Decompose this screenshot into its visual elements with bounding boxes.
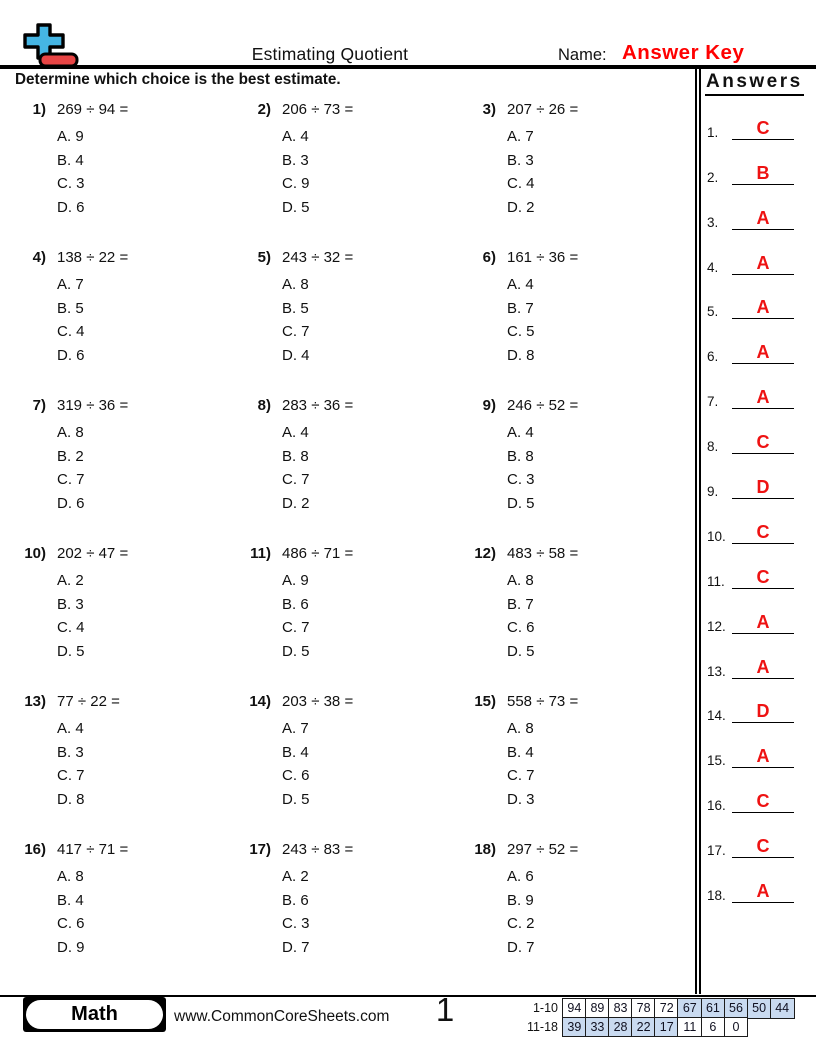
- choice-option: D. 5: [282, 791, 310, 809]
- choices-list: [507, 125, 691, 220]
- choice-option: C. 7: [57, 767, 85, 785]
- score-cell: 44: [770, 998, 795, 1019]
- choices-list: [282, 273, 466, 368]
- score-cell: 83: [608, 998, 633, 1019]
- problem-block: [16, 837, 241, 985]
- problem-block: [466, 245, 691, 393]
- answer-blank: [732, 522, 794, 544]
- problem-header: [241, 101, 466, 118]
- problem-equation: 297 ÷ 52 =: [507, 841, 579, 858]
- answer-item: [701, 596, 816, 641]
- page-number: 1: [435, 991, 455, 1028]
- answer-item: [701, 820, 816, 865]
- answer-letter: C: [756, 521, 770, 542]
- choice-option: B. 6: [282, 595, 309, 613]
- choices-list: [57, 273, 241, 368]
- answer-item: [701, 237, 816, 282]
- problem-header: [466, 249, 691, 266]
- choice-option: D. 7: [507, 939, 535, 957]
- problem-equation: 203 ÷ 38 =: [282, 693, 354, 710]
- choice-option: B. 7: [507, 595, 534, 613]
- answer-blank: [732, 387, 794, 409]
- problem-number: 17): [249, 841, 271, 858]
- problem-equation: 77 ÷ 22 =: [57, 693, 120, 710]
- choice-option: C. 7: [507, 767, 535, 785]
- score-cell: 33: [585, 1017, 610, 1038]
- answer-letter: A: [756, 342, 770, 363]
- problem-equation: 243 ÷ 83 =: [282, 841, 354, 858]
- choice-option: D. 9: [57, 939, 85, 957]
- problem-header: [16, 249, 241, 266]
- problem-equation: 417 ÷ 71 =: [57, 841, 129, 858]
- answer-item: [701, 730, 816, 775]
- choices-list: [57, 421, 241, 516]
- choice-option: C. 5: [507, 323, 535, 341]
- problem-header: [466, 397, 691, 414]
- score-cell: 56: [724, 998, 749, 1019]
- score-cell: 89: [585, 998, 610, 1019]
- choice-option: A. 8: [57, 424, 84, 441]
- choice-option: A. 7: [57, 276, 84, 293]
- problem-number: 9): [482, 397, 496, 414]
- answer-blank: [732, 163, 794, 185]
- problem-number: 6): [482, 249, 496, 266]
- score-row: [516, 1017, 795, 1038]
- choice-option: A. 4: [57, 720, 84, 737]
- problem-number: 14): [249, 693, 271, 710]
- choices-list: [282, 717, 466, 812]
- answer-number: 6.: [707, 349, 719, 365]
- problem-header: [16, 101, 241, 118]
- choice-option: C. 3: [507, 471, 535, 489]
- answer-number: 16.: [707, 798, 726, 814]
- answer-item: [701, 371, 816, 416]
- answer-number: 7.: [707, 394, 719, 410]
- problem-equation: 558 ÷ 73 =: [507, 693, 579, 710]
- choice-option: D. 7: [282, 939, 310, 957]
- choices-list: [57, 865, 241, 960]
- problem-equation: 486 ÷ 71 =: [282, 545, 354, 562]
- score-cell: 94: [562, 998, 587, 1019]
- answer-number: 3.: [707, 214, 719, 230]
- choice-option: C. 6: [282, 767, 310, 785]
- answer-blank: [732, 432, 794, 454]
- answer-number: 12.: [707, 618, 726, 634]
- answer-blank: [732, 208, 794, 230]
- problem-number: 1): [32, 101, 46, 118]
- problem-header: [241, 693, 466, 710]
- choice-option: D. 3: [507, 791, 535, 809]
- instruction-text: Determine which choice is the best estimate.: [15, 71, 341, 88]
- name-label: Name:: [558, 46, 607, 64]
- choice-option: A. 8: [282, 276, 309, 293]
- choice-option: B. 5: [282, 299, 309, 317]
- choice-option: D. 6: [57, 347, 85, 365]
- subject-badge: [23, 997, 166, 1032]
- choice-option: C. 4: [507, 175, 535, 193]
- choice-option: D. 5: [282, 643, 310, 661]
- score-cell: 78: [631, 998, 656, 1019]
- choice-option: A. 7: [282, 720, 309, 737]
- choice-option: B. 2: [57, 447, 84, 465]
- problem-number: 16): [24, 841, 46, 858]
- answer-blank: [732, 746, 794, 768]
- answer-letter: A: [756, 207, 770, 228]
- choice-option: A. 4: [282, 424, 309, 441]
- choice-option: B. 5: [57, 299, 84, 317]
- problem-number: 7): [32, 397, 46, 414]
- score-cell: 72: [654, 998, 679, 1019]
- answers-list: [701, 102, 816, 910]
- answer-letter: A: [756, 611, 770, 632]
- choice-option: C. 3: [282, 915, 310, 933]
- problem-equation: 243 ÷ 32 =: [282, 249, 354, 266]
- answer-item: [701, 461, 816, 506]
- choice-option: C. 2: [507, 915, 535, 933]
- answer-number: 4.: [707, 259, 719, 275]
- choice-option: A. 9: [282, 572, 309, 589]
- choice-option: A. 7: [507, 128, 534, 145]
- answer-item: [701, 282, 816, 327]
- answer-number: 13.: [707, 663, 726, 679]
- choice-option: A. 2: [57, 572, 84, 589]
- problem-block: [16, 541, 241, 689]
- choice-option: D. 6: [57, 495, 85, 513]
- choice-option: C. 7: [282, 323, 310, 341]
- problem-number: 13): [24, 693, 46, 710]
- choices-list: [57, 125, 241, 220]
- answer-letter: C: [756, 432, 770, 453]
- answer-blank: [732, 253, 794, 275]
- answer-item: [701, 506, 816, 551]
- answer-item: [701, 865, 816, 910]
- score-cells: [562, 998, 795, 1019]
- score-cells: [562, 1017, 748, 1038]
- choice-option: B. 4: [57, 891, 84, 909]
- choice-option: C. 7: [57, 471, 85, 489]
- choice-option: B. 3: [282, 151, 309, 169]
- choice-option: D. 8: [507, 347, 535, 365]
- choice-option: C. 4: [57, 323, 85, 341]
- choices-list: [282, 865, 466, 960]
- answer-item: [701, 326, 816, 371]
- score-cell: 50: [747, 998, 772, 1019]
- problem-number: 8): [257, 397, 271, 414]
- choice-option: B. 8: [507, 447, 534, 465]
- score-cell: 6: [701, 1017, 726, 1038]
- choice-option: A. 2: [282, 868, 309, 885]
- answer-blank: [732, 836, 794, 858]
- choices-list: [282, 421, 466, 516]
- problem-number: 10): [24, 545, 46, 562]
- problem-block: [16, 393, 241, 541]
- subject-label: Math: [26, 1000, 163, 1029]
- problem-block: [16, 245, 241, 393]
- answer-letter: A: [756, 881, 770, 902]
- problem-equation: 207 ÷ 26 =: [507, 101, 579, 118]
- problem-header: [241, 841, 466, 858]
- choices-list: [507, 569, 691, 664]
- answer-letter: D: [756, 477, 770, 498]
- choice-option: B. 3: [507, 151, 534, 169]
- score-cell: 39: [562, 1017, 587, 1038]
- answer-number: 15.: [707, 753, 726, 769]
- choice-option: D. 6: [57, 199, 85, 217]
- answer-letter: A: [756, 656, 770, 677]
- answer-blank: [732, 567, 794, 589]
- problem-block: [241, 837, 466, 985]
- answer-blank: [732, 297, 794, 319]
- problem-header: [16, 397, 241, 414]
- problem-header: [16, 693, 241, 710]
- choices-list: [507, 273, 691, 368]
- answer-number: 18.: [707, 888, 726, 904]
- answer-letter: C: [756, 117, 770, 138]
- score-range-label: 11-18: [526, 1020, 558, 1035]
- choice-option: B. 3: [57, 743, 84, 761]
- answer-letter: B: [756, 162, 770, 183]
- answer-item: [701, 147, 816, 192]
- problem-header: [466, 545, 691, 562]
- answer-item: [701, 686, 816, 731]
- choice-option: C. 3: [57, 175, 85, 193]
- problem-equation: 161 ÷ 36 =: [507, 249, 579, 266]
- answer-number: 1.: [707, 124, 719, 140]
- answer-letter: A: [756, 297, 770, 318]
- choice-option: B. 6: [282, 891, 309, 909]
- choice-option: A. 4: [507, 424, 534, 441]
- problem-header: [16, 545, 241, 562]
- problem-number: 12): [474, 545, 496, 562]
- problem-number: 4): [32, 249, 46, 266]
- answer-number: 17.: [707, 843, 726, 859]
- answers-title: Answers: [705, 71, 804, 96]
- choice-option: D. 4: [282, 347, 310, 365]
- answer-blank: [732, 118, 794, 140]
- choice-option: C. 7: [282, 619, 310, 637]
- answer-item: [701, 641, 816, 686]
- problem-block: [466, 837, 691, 985]
- choices-list: [507, 421, 691, 516]
- choice-option: C. 6: [507, 619, 535, 637]
- problem-block: [16, 689, 241, 837]
- answer-item: [701, 102, 816, 147]
- answer-blank: [732, 342, 794, 364]
- choice-option: A. 8: [57, 868, 84, 885]
- answer-blank: [732, 657, 794, 679]
- choice-option: B. 9: [507, 891, 534, 909]
- problem-header: [16, 841, 241, 858]
- problem-equation: 206 ÷ 73 =: [282, 101, 354, 118]
- problem-number: 11): [250, 545, 271, 562]
- choice-option: D. 5: [282, 199, 310, 217]
- problem-equation: 202 ÷ 47 =: [57, 545, 129, 562]
- answer-letter: D: [756, 701, 770, 722]
- choice-option: B. 4: [57, 151, 84, 169]
- problem-equation: 483 ÷ 58 =: [507, 545, 579, 562]
- choice-option: C. 7: [282, 471, 310, 489]
- problem-header: [241, 545, 466, 562]
- problem-block: [241, 689, 466, 837]
- problem-number: 18): [474, 841, 496, 858]
- score-cell: 61: [701, 998, 726, 1019]
- choices-list: [507, 865, 691, 960]
- answer-number: 9.: [707, 484, 719, 500]
- choice-option: B. 3: [57, 595, 84, 613]
- choice-option: A. 4: [282, 128, 309, 145]
- answer-letter: C: [756, 836, 770, 857]
- score-cell: 28: [608, 1017, 633, 1038]
- choice-option: A. 9: [57, 128, 84, 145]
- problem-equation: 138 ÷ 22 =: [57, 249, 129, 266]
- choices-list: [507, 717, 691, 812]
- problem-block: [241, 245, 466, 393]
- problem-block: [16, 97, 241, 245]
- answer-letter: C: [756, 791, 770, 812]
- choice-option: A. 8: [507, 572, 534, 589]
- answer-key-label: Answer Key: [622, 41, 745, 64]
- problem-number: 5): [257, 249, 271, 266]
- score-table: [516, 998, 795, 1037]
- problem-block: [466, 393, 691, 541]
- website-url: www.CommonCoreSheets.com: [174, 1008, 390, 1025]
- choices-list: [282, 569, 466, 664]
- score-cell: 0: [724, 1017, 749, 1038]
- choice-option: A. 4: [507, 276, 534, 293]
- problem-header: [241, 397, 466, 414]
- problem-block: [466, 689, 691, 837]
- choice-option: C. 9: [282, 175, 310, 193]
- problem-header: [241, 249, 466, 266]
- answer-blank: [732, 791, 794, 813]
- problem-block: [241, 97, 466, 245]
- answer-number: 2.: [707, 169, 719, 185]
- answer-blank: [732, 477, 794, 499]
- header-divider: [0, 65, 816, 69]
- choice-option: B. 8: [282, 447, 309, 465]
- score-cell: 67: [677, 998, 702, 1019]
- answer-letter: C: [756, 566, 770, 587]
- commoncoresheets-logo: [20, 6, 80, 70]
- score-cell: 22: [631, 1017, 656, 1038]
- answer-number: 8.: [707, 439, 719, 455]
- choice-option: D. 5: [507, 495, 535, 513]
- answer-letter: A: [756, 252, 770, 273]
- choice-option: B. 7: [507, 299, 534, 317]
- problem-block: [241, 393, 466, 541]
- problem-number: 15): [474, 693, 496, 710]
- choice-option: D. 2: [282, 495, 310, 513]
- choice-option: D. 5: [57, 643, 85, 661]
- choice-option: D. 8: [57, 791, 85, 809]
- answer-blank: [732, 881, 794, 903]
- problem-equation: 319 ÷ 36 =: [57, 397, 129, 414]
- choices-list: [57, 569, 241, 664]
- problem-block: [466, 97, 691, 245]
- choices-list: [57, 717, 241, 812]
- answer-letter: A: [756, 387, 770, 408]
- problem-number: 2): [257, 101, 271, 118]
- answer-number: 5.: [707, 304, 719, 320]
- problems-grid: [16, 97, 691, 985]
- problem-equation: 246 ÷ 52 =: [507, 397, 579, 414]
- answer-number: 14.: [707, 708, 726, 724]
- answer-item: [701, 775, 816, 820]
- answer-item: [701, 192, 816, 237]
- choice-option: A. 6: [507, 868, 534, 885]
- answer-letter: A: [756, 746, 770, 767]
- choice-option: D. 2: [507, 199, 535, 217]
- choice-option: B. 4: [282, 743, 309, 761]
- choice-option: D. 5: [507, 643, 535, 661]
- problem-header: [466, 841, 691, 858]
- page-title: Estimating Quotient: [251, 44, 409, 64]
- problem-equation: 283 ÷ 36 =: [282, 397, 354, 414]
- answer-number: 11.: [707, 573, 725, 589]
- problem-block: [241, 541, 466, 689]
- problem-block: [466, 541, 691, 689]
- choice-option: B. 4: [507, 743, 534, 761]
- answers-panel: [695, 69, 816, 994]
- problem-equation: 269 ÷ 94 =: [57, 101, 129, 118]
- answer-blank: [732, 612, 794, 634]
- answer-item: [701, 416, 816, 461]
- problem-number: 3): [482, 101, 496, 118]
- answer-item: [701, 551, 816, 596]
- choices-list: [282, 125, 466, 220]
- score-range-label: 1-10: [532, 1001, 558, 1016]
- problem-header: [466, 693, 691, 710]
- score-cell: 17: [654, 1017, 679, 1038]
- choice-option: C. 4: [57, 619, 85, 637]
- score-cell: 11: [677, 1017, 702, 1038]
- score-row: [516, 998, 795, 1019]
- problem-header: [466, 101, 691, 118]
- answer-blank: [732, 701, 794, 723]
- choice-option: C. 6: [57, 915, 85, 933]
- choice-option: A. 8: [507, 720, 534, 737]
- answer-number: 10.: [707, 528, 726, 544]
